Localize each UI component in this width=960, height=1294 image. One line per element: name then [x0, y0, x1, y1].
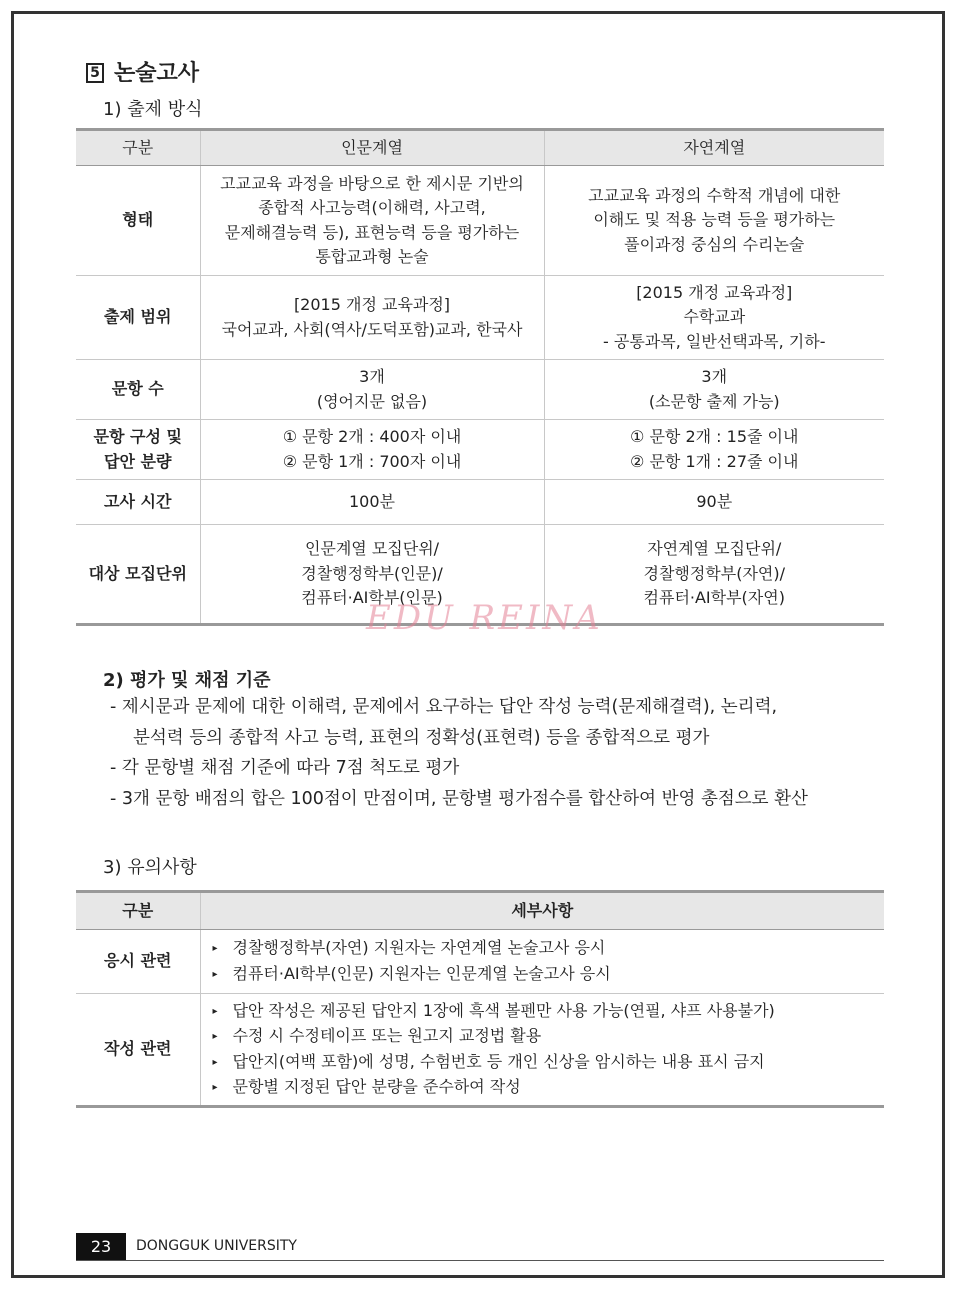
table-row-writing: [76, 994, 884, 1107]
header-category: 구분: [76, 892, 200, 930]
university-name: DONGGUK UNIVERSITY: [136, 1238, 297, 1254]
table-row-question-count: [76, 360, 884, 420]
bullet-icon: ▸: [212, 943, 218, 954]
cell-natural: ① 문항 2개 : 15줄 이내 ② 문항 1개 : 27줄 이내: [544, 420, 884, 480]
subheading-criteria: 2) 평가 및 채점 기준: [103, 670, 271, 691]
bullet-icon: ▸: [212, 968, 218, 980]
bullet-icon: ▸: [212, 1031, 218, 1042]
header-details: 세부사항: [200, 892, 884, 930]
table-row-format: [76, 166, 884, 276]
header-humanities: 인문계열: [200, 130, 544, 166]
row-label: 출제 범위: [76, 276, 200, 360]
exam-format-table: [76, 128, 884, 626]
page-number: 23: [76, 1233, 126, 1260]
cell-humanities: 고교교육 과정을 바탕으로 한 제시문 기반의 종합적 사고능력(이해력, 사고력, 문제해결능력 등), 표현능력 등을 평가하는 통합교과형 논술: [200, 166, 544, 276]
table-row-application: [76, 930, 884, 994]
cell-humanities: 100분: [200, 480, 544, 525]
criteria-item: - 3개 문항 배점의 합은 100점이 만점이며, 문항별 평가점수를 합산하여 반영 총점으로 환산: [110, 788, 808, 809]
section-title: [86, 56, 199, 87]
subheading-exam-format: 1) 출제 방식: [103, 99, 203, 120]
section-number-box: 5: [86, 63, 104, 83]
table-header-row: [76, 892, 884, 930]
notes-table: [76, 890, 884, 1108]
row-label: 대상 모집단위: [76, 525, 200, 625]
row-label: 형태: [76, 166, 200, 276]
cell-natural: 자연계열 모집단위/ 경찰행정학부(자연)/ 컴퓨터·AI학부(자연): [544, 525, 884, 625]
cell-details: ▸ 답안 작성은 제공된 답안지 1장에 흑색 볼펜만 사용 가능(연필, 샤프 사용불가) ▸ 수정 시 수정테이프 또는 원고지 교정법 활용 ▸ 답안지(여백 포함)에 성명, 수험번호 등 개인 신상을 암시하는 내용 표시 금지 ▸ 문항별 지정된 답안 분량을 준수하여 작성: [200, 994, 884, 1107]
row-label: 고사 시간: [76, 480, 200, 525]
watermark: EDU REINA: [366, 598, 603, 638]
cell-natural: 3개 (소문항 출제 가능): [544, 360, 884, 420]
subheading-notes: 3) 유의사항: [103, 857, 197, 878]
criteria-item: - 제시문과 문제에 대한 이해력, 문제에서 요구하는 답안 작성 능력(문제해결력), 논리력,: [110, 697, 778, 717]
section-title-text: 논술고사: [114, 61, 200, 86]
bullet-icon: ▸: [212, 1082, 218, 1093]
cell-humanities: ① 문항 2개 : 400자 이내 ② 문항 1개 : 700자 이내: [200, 420, 544, 480]
header-natural-sciences: 자연계열: [544, 130, 884, 166]
criteria-item-continued: 분석력 등의 종합적 사고 능력, 표현의 정확성(표현력) 등을 종합적으로 평가: [133, 727, 710, 748]
table-row-scope: [76, 276, 884, 360]
bullet-icon: ▸: [212, 1005, 218, 1017]
cell-natural: [2015 개정 교육과정] 수학교과 - 공통과목, 일반선택과목, 기하-: [544, 276, 884, 360]
criteria-item: - 각 문항별 채점 기준에 따라 7점 척도로 평가: [110, 758, 460, 778]
table-header-row: [76, 130, 884, 166]
cell-natural: 90분: [544, 480, 884, 525]
row-label: 응시 관련: [76, 930, 200, 994]
criteria-list: [110, 692, 808, 814]
table-row-duration: [76, 480, 884, 525]
row-label: 문항 구성 및 답안 분량: [76, 420, 200, 480]
row-label: 문항 수: [76, 360, 200, 420]
bullet-icon: ▸: [212, 1056, 218, 1068]
table-row-composition: [76, 420, 884, 480]
row-label: 작성 관련: [76, 994, 200, 1107]
page-footer: [76, 1233, 884, 1261]
cell-natural: 고교교육 과정의 수학적 개념에 대한 이해도 및 적용 능력 등을 평가하는 풀이과정 중심의 수리논술: [544, 166, 884, 276]
cell-humanities: 3개 (영어지문 없음): [200, 360, 544, 420]
cell-humanities: [2015 개정 교육과정] 국어교과, 사회(역사/도덕포함)교과, 한국사: [200, 276, 544, 360]
header-category: 구분: [76, 130, 200, 166]
cell-details: ▸ 경찰행정학부(자연) 지원자는 자연계열 논술고사 응시 ▸ 컴퓨터·AI학부(인문) 지원자는 인문계열 논술고사 응시: [200, 930, 884, 994]
cell-humanities: 인문계열 모집단위/ 경찰행정학부(인문)/ 컴퓨터·AI학부(인문): [200, 525, 544, 625]
